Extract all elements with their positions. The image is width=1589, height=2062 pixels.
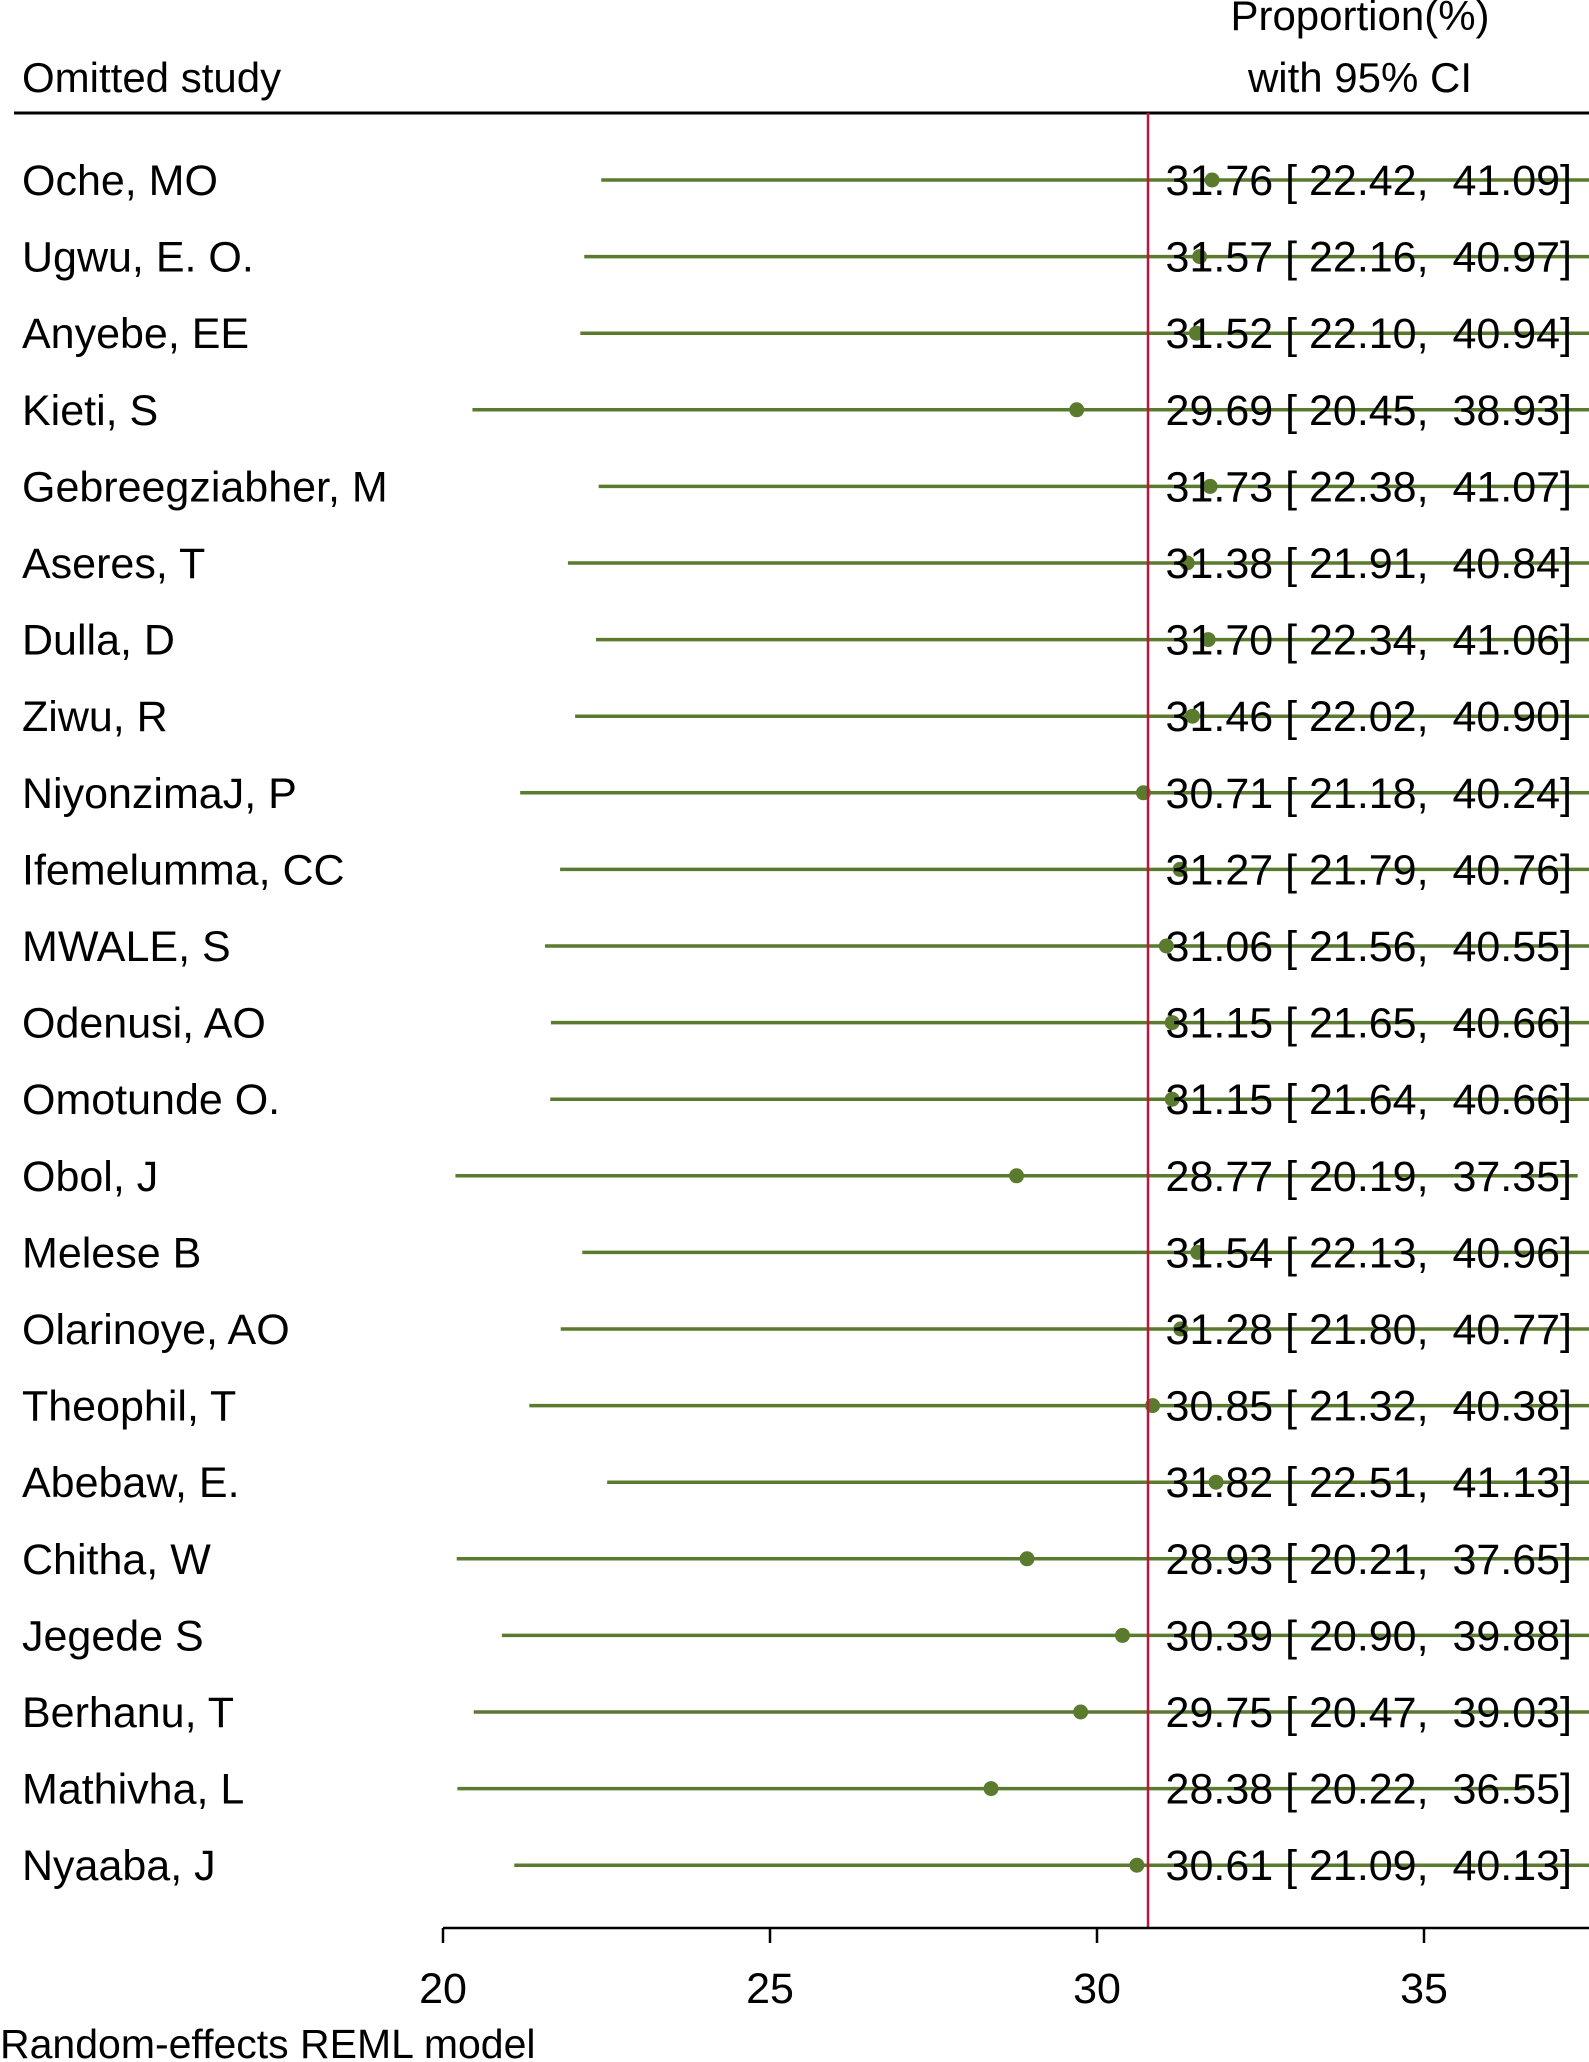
study-row: [22, 1459, 1589, 1507]
study-row: [22, 1842, 1589, 1890]
study-row: [22, 1000, 1589, 1048]
ci-text: 31.15 [ 21.65, 40.66]: [1165, 999, 1572, 1048]
ci-text: 28.38 [ 20.22, 36.55]: [1165, 1765, 1572, 1814]
study-name: Olarinoye, AO: [22, 1306, 290, 1354]
x-axis: [419, 1928, 1589, 2013]
study-row: [22, 1076, 1589, 1124]
study-row: [22, 463, 1589, 511]
study-name: Gebreegziabher, M: [22, 463, 388, 512]
estimate-point: [1020, 1551, 1035, 1566]
x-tick-label: 20: [419, 1965, 467, 2013]
ci-text: 31.52 [ 22.10, 40.94]: [1165, 310, 1572, 359]
study-row: [22, 1612, 1589, 1660]
header-proportion: Proportion(%): [1230, 0, 1490, 39]
header-omitted-study: Omitted study: [22, 54, 282, 101]
study-row: [22, 846, 1589, 894]
ci-text: 30.85 [ 21.32, 40.38]: [1165, 1382, 1572, 1431]
model-footnote: Random-effects REML model: [0, 2021, 536, 2062]
ci-text: 31.82 [ 22.51, 41.13]: [1165, 1459, 1572, 1508]
ci-text: 31.73 [ 22.38, 41.07]: [1165, 463, 1572, 512]
ci-text: 31.28 [ 21.80, 40.77]: [1165, 1306, 1572, 1354]
study-name: NiyonzimaJ, P: [22, 769, 297, 818]
ci-text: 29.75 [ 20.47, 39.03]: [1165, 1689, 1572, 1737]
study-name: Anyebe, EE: [22, 310, 250, 359]
ci-text: 31.76 [ 22.42, 41.09]: [1165, 157, 1572, 205]
ci-text: 31.46 [ 22.02, 40.90]: [1165, 693, 1572, 742]
ci-text: 31.06 [ 21.56, 40.55]: [1165, 923, 1572, 971]
study-row: [22, 157, 1589, 205]
estimate-point: [1069, 402, 1084, 417]
study-name: Ifemelumma, CC: [22, 846, 345, 895]
study-row: [22, 923, 1589, 971]
estimate-point: [1115, 1628, 1130, 1643]
ci-text: 30.39 [ 20.90, 39.88]: [1165, 1612, 1572, 1661]
ci-text: 28.77 [ 20.19, 37.35]: [1165, 1152, 1572, 1201]
study-row: [22, 1229, 1589, 1277]
ci-text: 30.61 [ 21.09, 40.13]: [1165, 1842, 1572, 1891]
study-row: [22, 1153, 1578, 1201]
ci-text: 31.57 [ 22.16, 40.97]: [1165, 233, 1572, 282]
study-name: Ugwu, E. O.: [22, 233, 254, 282]
study-name: Theophil, T: [22, 1382, 237, 1431]
study-name: Dulla, D: [22, 616, 175, 665]
estimate-point: [1009, 1168, 1024, 1183]
study-row: [22, 1766, 1572, 1814]
x-tick-label: 25: [746, 1965, 794, 2013]
study-name: Kieti, S: [22, 386, 159, 435]
ci-text: 31.15 [ 21.64, 40.66]: [1165, 1076, 1572, 1125]
study-name: Berhanu, T: [22, 1689, 234, 1737]
ci-text: 29.69 [ 20.45, 38.93]: [1165, 386, 1572, 435]
study-row: [22, 1383, 1589, 1431]
estimate-point: [1073, 1705, 1088, 1720]
study-row: [22, 1306, 1589, 1354]
study-row: [22, 693, 1589, 741]
study-name: Oche, MO: [22, 157, 218, 205]
study-name: MWALE, S: [22, 923, 231, 971]
ci-text: 30.71 [ 21.18, 40.24]: [1165, 769, 1572, 818]
study-name: Mathivha, L: [22, 1765, 245, 1814]
x-tick-label: 30: [1073, 1965, 1121, 2013]
study-name: Chitha, W: [22, 1535, 211, 1584]
study-name: Odenusi, AO: [22, 999, 266, 1048]
study-row: [22, 234, 1589, 282]
study-name: Ziwu, R: [22, 693, 168, 742]
estimate-point: [1129, 1858, 1144, 1873]
study-row: [22, 617, 1589, 665]
study-rows: [22, 157, 1589, 1890]
study-name: Jegede S: [22, 1612, 204, 1661]
ci-text: 31.27 [ 21.79, 40.76]: [1165, 846, 1572, 895]
study-name: Melese B: [22, 1229, 202, 1278]
study-row: [22, 770, 1589, 818]
study-name: Abebaw, E.: [22, 1459, 240, 1508]
study-row: [22, 387, 1589, 435]
study-row: [22, 1689, 1589, 1737]
ci-text: 31.70 [ 22.34, 41.06]: [1165, 616, 1572, 665]
study-name: Nyaaba, J: [22, 1842, 216, 1891]
study-name: Omotunde O.: [22, 1076, 281, 1125]
study-name: Aseres, T: [22, 540, 206, 588]
study-row: [22, 310, 1589, 358]
study-row: [22, 540, 1589, 588]
estimate-point: [984, 1781, 999, 1796]
ci-text: 31.54 [ 22.13, 40.96]: [1165, 1229, 1572, 1278]
ci-text: 28.93 [ 20.21, 37.65]: [1165, 1535, 1572, 1584]
ci-text: 31.38 [ 21.91, 40.84]: [1165, 540, 1572, 588]
x-tick-label: 35: [1400, 1965, 1448, 2013]
study-name: Obol, J: [22, 1152, 159, 1201]
header-ci: with 95% CI: [1247, 54, 1473, 101]
study-row: [22, 1536, 1589, 1584]
